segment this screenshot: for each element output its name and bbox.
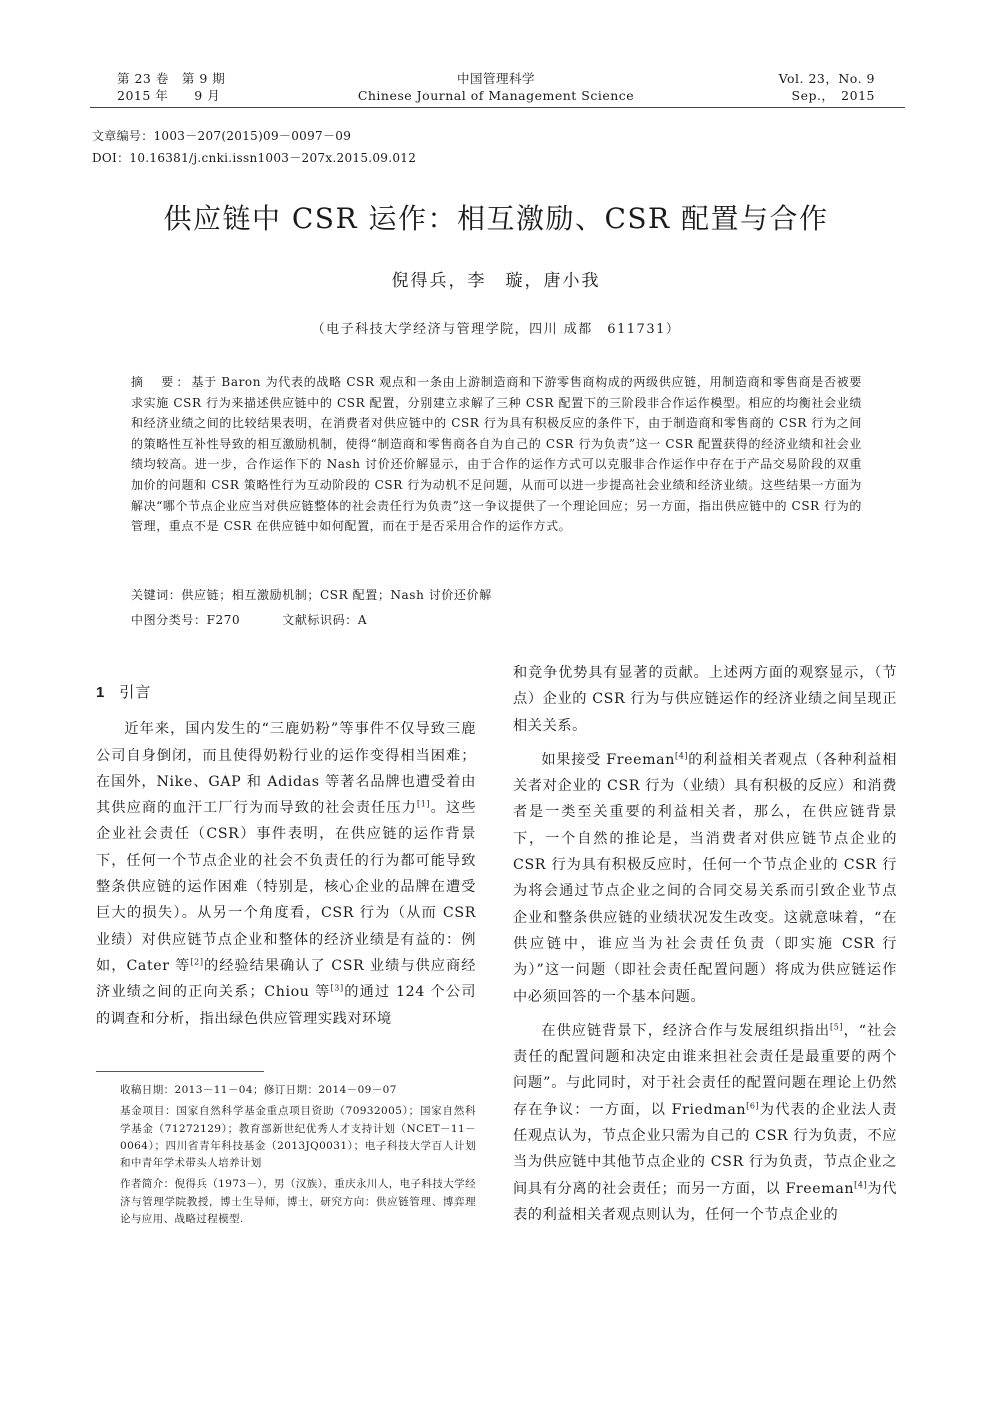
issue-date-en: Sep.， 2015 <box>791 88 875 103</box>
document-code: 文献标识码：A <box>282 613 368 627</box>
section-heading <box>96 680 476 706</box>
body-paragraph <box>96 716 476 1032</box>
footnotes <box>120 1082 476 1232</box>
body-paragraph <box>513 1018 897 1228</box>
citation[interactable]: [3] <box>330 983 344 993</box>
running-header-volume <box>117 70 225 104</box>
paragraph-text: 。这些企业社会责任（CSR）事件表明，在供应链的运作背景下，任何一个节点企业的社会不负责任的行为都可能导致整条供应链的运作困难（特别是，核心企业的品牌在遭受巨大的损失）。从另一个角度看，CSR 行为（从而 CSR 业绩）对供应链节点企业和整体的经济业绩是有益的：例如，Cater 等 <box>96 800 476 974</box>
citation[interactable]: [6] <box>746 1101 760 1111</box>
classification <box>131 611 367 628</box>
abstract-label: 摘 要： <box>131 375 192 389</box>
paragraph-text: 近年来，国内发生的“三鹿奶粉”等事件不仅导致三鹿公司自身倒闭，而且使得奶粉行业的运作变得相当困难；在国外，Nike、GAP 和 Adidas 等著名品牌也遭受着由其供应商的血汗工厂行为而导致的社会责任压力 <box>96 721 476 817</box>
paragraph-text: 的经验结果确认了 CSR 业绩与供应商经济业绩之间的正向关系；Chiou 等 <box>96 957 476 1001</box>
journal-name-en: Chinese Journal of Management Science <box>357 88 635 103</box>
paragraph-text: 的利益相关者观点（各种利益相关者对企业的 CSR 行为（业绩）具有积极的反应）和消费者是一类至关重要的利益相关者，那么，在供应链背景下，一个自然的推论是，当消费者对供应链节点企业的 CSR 行为具有积极反应时，任何一个节点企业的 CSR 行为将会通过节点企业之间的合同交易关系而引致企业节点企业和整条供应链的业绩状况发生改变。这就意味着，“在供应链中，谁应当为社会责任负责（即实施 CSR 行为）”这一问题（即社会责任配置问题）将成为供应链运作中必须回答的一个基本问题。 <box>513 751 897 1005</box>
affiliation: （电子科技大学经济与管理学院，四川 成都 611731） <box>311 322 681 337</box>
running-header-journal <box>300 70 692 104</box>
keywords: 关键词：供应链；相互激励机制；CSR 配置；Nash 讨价还价解 <box>131 588 492 602</box>
paragraph-text: 为代表的企业法人责任观点认为，节点企业只需为自己的 CSR 行为负责，不应当为供应链中其他节点企业的 CSR 行为负责，节点企业之间具有分离的社会责任；而另一方面，以 Freeman <box>513 1101 897 1197</box>
citation[interactable]: [1] <box>416 799 431 809</box>
citation[interactable]: [4] <box>674 751 689 761</box>
citation[interactable]: [2] <box>190 957 204 967</box>
abstract <box>131 372 862 537</box>
paragraph-text: 在供应链背景下，经济合作与发展组织指出 <box>541 1022 831 1039</box>
volume-issue-en: Vol. 23，No. 9 <box>778 71 875 86</box>
paragraph-text: 的通过 124 个公司的调查和分析，指出绿色供应管理实践对环境 <box>96 984 476 1027</box>
journal-name-cn: 中国管理科学 <box>456 71 535 86</box>
running-header-vol-en <box>779 70 875 104</box>
section-title: 引言 <box>119 684 152 701</box>
paragraph-text: ，“社会责任的配置问题和决定由谁来担社会责任是最重要的两个问题”。与此同时，对于社会责任的配置问题在理论上仍然存在争议：一方面，以 Friedman <box>513 1022 898 1118</box>
authors: 倪得兵，李 璇，唐小我 <box>391 271 601 291</box>
body-paragraph <box>513 747 897 1010</box>
doi: DOI：10.16381/j.cnki.issn1003－207x.2015.09.012 <box>92 151 417 165</box>
volume-issue: 第 23 卷 第 9 期 <box>117 71 226 86</box>
author-bio: 作者简介：倪得兵（1973－），男（汉族），重庆永川人，电子科技大学经济与管理学院教授，博士生导师，博士，研究方向：供应链管理、博弈理论与应用、战略过程模型. <box>120 1178 476 1226</box>
fund-info: 基金项目：国家自然科学基金重点项目资助（70932005）；国家自然科学基金（71272129）；教育部新世纪优秀人才支持计划（NCET－11－0064）；四川省青年科技基金（2013JQ0031）；电子科技大学百人计划和中青年学术带头人培养计划 <box>120 1105 476 1170</box>
paper-title: 供应链中 CSR 运作：相互激励、CSR 配置与合作 <box>163 202 829 235</box>
left-column <box>96 668 476 1032</box>
header-rule <box>90 107 905 108</box>
footnote-rule <box>96 1071 264 1072</box>
paragraph-text: 为代表的利益相关者观点则认为，任何一个节点企业的 <box>513 1180 897 1223</box>
right-column <box>513 660 897 1228</box>
section-number: 1 <box>96 684 106 701</box>
received-date: 收稿日期：2013－11－04；修订日期：2014－09－07 <box>120 1084 397 1096</box>
paragraph-text: 如果接受 Freeman <box>541 751 675 768</box>
citation[interactable]: [5] <box>830 1022 844 1032</box>
article-number: 文章编号：1003－207(2015)09－0097－09 <box>92 129 352 143</box>
issue-date: 2015 年 9 月 <box>117 88 221 103</box>
abstract-text: 基于 Baron 为代表的战略 CSR 观点和一条由上游制造商和下游零售商构成的两级供应链，用制造商和零售商是否被要求实施 CSR 行为来描述供应链中的 CSR 配置，分别建立求解了三种 CSR 配置下的三阶段非合作运作模型。相应的均衡社会业绩和经济业绩之间的比较结果表明，在消费者对供应链中的 CSR 行为具有积极反应的条件下，由于制造商和零售商的 CSR 行为之间的策略性互补性导致的相互激励机制，使得“制造商和零售商各自为自己的 CSR 行为负责”这一 CSR 配置获得的经济业绩和社会业绩均较高。进一步，合作运作下的 Nash 讨价还价解显示，由于合作的运作方式可以克服非合作运作中存在于产品交易阶段的双重加价的问题和 CSR 策略性行为互动阶段的 CSR 行为动机不足问题，从而可以进一步提高社会业绩和经济业绩。这些结果一方面为解决“哪个节点企业应当对供应链整体的社会责任行为负责”这一争议提供了一个理论回应；另一方面，指出供应链中的 CSR 行为的管理，重点不是 CSR 在供应链中如何配置，而在于是否采用合作的运作方式。 <box>131 375 862 534</box>
clc-number: 中图分类号：F270 <box>131 613 241 627</box>
body-paragraph: 和竞争优势具有显著的贡献。上述两方面的观察显示，（节点）企业的 CSR 行为与供应链运作的经济业绩之间呈现正相关关系。 <box>513 665 897 734</box>
citation[interactable]: [4] <box>854 1179 868 1189</box>
